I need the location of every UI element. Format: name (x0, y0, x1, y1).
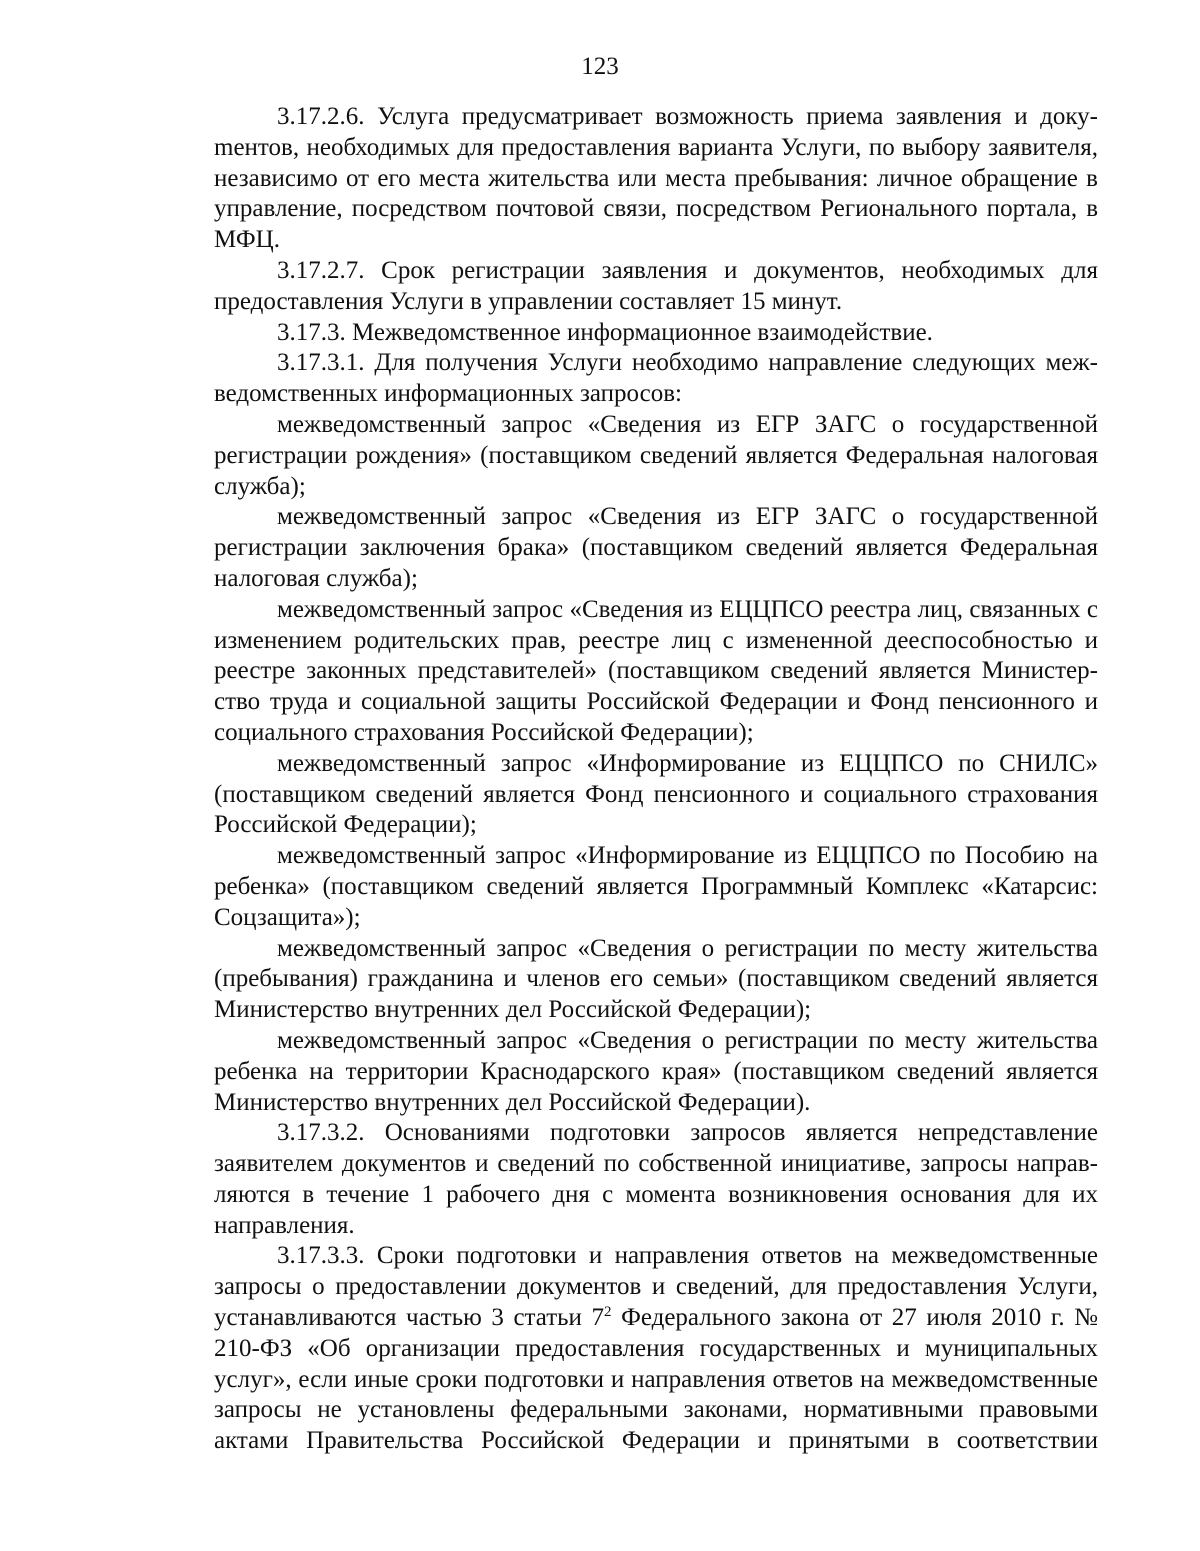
paragraph-3-17-3-1: 3.17.3.1. Для получения Услуги необходимо направление следующих межведомственных информационных запросов: (214, 349, 1098, 408)
request-item-family-residence: межведомственный запрос «Сведения о регистрации по месту жительства (пребывания) гражданина и членов его семьи» (поставщиком сведений является Министерство внутренних дел Российской Федерации); (214, 934, 1098, 1024)
article-superscript: 2 (604, 1304, 612, 1321)
paragraph-3-17-2-6: 3.17.2.6. Услуга предусматривает возможность приема заявления и докуmентов, необходимых для предоставления варианта Услуги, по выбору заявителя, независимо от его места жительства или места пребывания: личное обращение в управление, посредством почтовой связи, посредством Регионального портала, в МФЦ. (214, 103, 1098, 254)
request-item-child-benefit: межведомственный запрос «Информирование из ЕЦЦПСО по Пособию на ребенка» (поставщиком сведений является Программный Комплекс «Катарсис: Соцзащита»); (214, 842, 1098, 931)
request-item-parental-rights-registry: межведомственный запрос «Сведения из ЕЦЦПСО реестра лиц, связанных с изменением родительских прав, реестре лиц с измененной дееспособностью и реестре законных представителей» (поставщиком сведений является Министерство труда и социальной защиты Российской Федерации и Фонд пенсионного и социального страхования Российской Федерации); (214, 595, 1098, 746)
paragraph-3-17-2-7: 3.17.2.7. Срок регистрации заявления и документов, необходимых для предоставления Услуги в управлении составляет 15 минут. (214, 256, 1098, 315)
paragraph-3-17-3-3-text-start: 3.17.3.3. Сроки подготовки и направления ответов на межведомственные запросы о предоставлении документов и сведений, для предоставления Услуги, устанавливаются частью 3 статьи 7 (214, 1242, 1098, 1332)
paragraph-3-17-3: 3.17.3. Межведомственное информационное взаимодействие. (277, 318, 933, 346)
request-item-child-residence: межведомственный запрос «Сведения о регистрации по месту жительства ребенка на территории Краснодарского края» (поставщиком сведений является Министерство внутренних дел Российской Федерации). (214, 1026, 1098, 1116)
paragraph-3-17-3-3-text-end: Федерального закона от 27 июля 2010 г. № 210-ФЗ «Об организации предоставления государственных и муниципальных услуг», если иные сроки подготовки и направления ответов на межведомственные запросы не установлены федеральными законами, нормативными правовыми актами Правительства Российской Федерации и принятыми в соответствии (214, 1304, 1098, 1455)
paragraph-3-17-3-3 (214, 1241, 1098, 1457)
page-number: 123 (581, 53, 619, 80)
document-body (214, 102, 1098, 1457)
paragraph-3-17-3-2: 3.17.3.2. Основаниями подготовки запросов является непредставление заявителем документов и сведений по собственной инициативе, запросы направляются в течение 1 рабочего дня с момента возникновения основания для их направления. (214, 1119, 1098, 1239)
request-item-birth-registration: межведомственный запрос «Сведения из ЕГР ЗАГС о государственной регистрации рождения» (поставщиком сведений является Федеральная налоговая служба); (214, 410, 1098, 500)
request-item-snils: межведомственный запрос «Информирование из ЕЦЦПСО по СНИЛС» (поставщиком сведений является Фонд пенсионного и социального страхования Российской Федерации); (214, 749, 1098, 839)
request-item-marriage-registration: межведомственный запрос «Сведения из ЕГР ЗАГС о государственной регистрации заключения брака» (поставщиком сведений является Федеральная налоговая служба); (214, 503, 1098, 592)
